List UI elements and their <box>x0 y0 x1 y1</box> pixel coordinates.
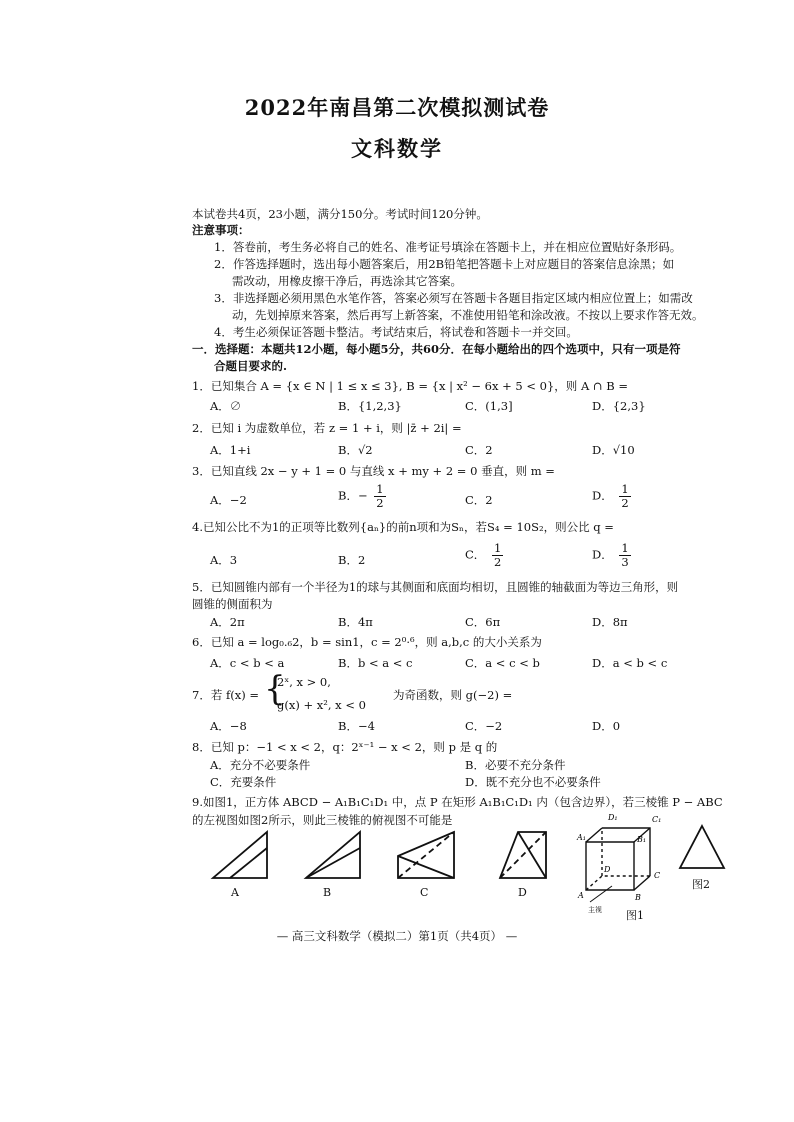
cube-label: D₁ <box>608 813 618 822</box>
fraction: $\frac{1}{2}$ <box>376 482 384 510</box>
figure-2-caption: 图2 <box>692 878 710 891</box>
question-3-stem: 3．已知直线 2x − y + 1 = 0 与直线 x + my + 2 = 0 垂直，则 m = <box>192 464 555 478</box>
question-7-stem-post: 为奇函数，则 g(−2) = <box>393 688 513 702</box>
figure-1-caption: 图1 <box>626 909 644 922</box>
notice-title: 注意事项： <box>192 223 250 237</box>
q6-option-a: A．c < b < a <box>210 656 285 670</box>
q9-figure-c-label: C <box>420 886 429 899</box>
cube-label: B₁ <box>637 835 647 844</box>
q5-option-a: A．2π <box>210 615 245 629</box>
q7-option-d: D．0 <box>592 719 621 733</box>
notice-item: 1．答卷前，考生务必将自己的姓名、准考证号填涂在答题卡上，并在相应位置贴好条形码。 <box>214 240 682 254</box>
q9-figure-c <box>392 828 462 884</box>
question-9-stem-cont: 的左视图如图2所示，则此三棱锥的俯视图不可能是 <box>192 813 453 827</box>
q5-option-c: C．6π <box>465 615 501 629</box>
q5-option-d: D．8π <box>592 615 628 629</box>
question-6-stem: 6．已知 a = log₀.₆2，b = sin1，c = 2⁰·⁶，则 a,b,c 的大小关系为 <box>192 635 542 649</box>
q9-figure-d <box>488 826 558 884</box>
fraction: $\frac{1}{2}$ <box>621 482 629 510</box>
q1-option-b: B．{1,2,3} <box>338 399 402 413</box>
q8-option-a: A．充分不必要条件 <box>210 758 311 772</box>
q3-option-a: A．−2 <box>210 493 247 507</box>
question-5-stem-cont: 圆锥的侧面积为 <box>192 597 273 611</box>
piecewise-case-2: g(x) + x², x < 0 <box>277 698 366 712</box>
q2-option-c: C．2 <box>465 443 493 457</box>
question-4-stem: 4.已知公比不为1的正项等比数列{aₙ}的前n项和为Sₙ，若S₄ = 10S₂，则公比 q = <box>192 520 614 534</box>
page-footer: — 高三文科数学（模拟二）第1页（共4页） — <box>276 929 518 943</box>
question-1-stem: 1．已知集合 A = {x ∈ N | 1 ≤ x ≤ 3}, B = {x | x² − 6x + 5 < 0}，则 A ∩ B = <box>192 379 628 393</box>
cube-label: A₁ <box>577 833 586 842</box>
question-7-stem-pre: 7．若 f(x) = <box>192 688 259 702</box>
q4-option-d <box>592 542 631 569</box>
q5-option-b: B．4π <box>338 615 373 629</box>
q7-option-a: A．−8 <box>210 719 247 733</box>
option-letter: C． <box>465 547 486 562</box>
q3-option-c: C．2 <box>465 493 493 507</box>
q9-figure-b-label: B <box>323 886 332 899</box>
section-heading-cont: 合题目要求的. <box>214 359 288 373</box>
cube-label: B <box>635 893 641 902</box>
q2-option-d: D．√10 <box>592 443 635 457</box>
q8-option-c: C．充要条件 <box>210 775 277 789</box>
question-8-stem: 8．已知 p：−1 < x < 2，q：2ˣ⁻¹ − x < 2，则 p 是 q 的 <box>192 740 498 754</box>
exam-info-line: 本试卷共4页，23小题，满分150分。考试时间120分钟。 <box>192 207 488 221</box>
option-letter: B．− <box>338 488 368 503</box>
notice-item: 动，先划掉原来答案，然后再写上新答案，不准使用铅笔和涂改液。不按以上要求作答无效。 <box>232 308 704 322</box>
question-9-stem: 9.如图1，正方体 ABCD − A₁B₁C₁D₁ 中，点 P 在矩形 A₁B₁C₁D₁ 内（包含边界），若三棱锥 P − ABC <box>192 795 723 809</box>
q9-figure-a-label: A <box>231 886 239 899</box>
question-5-stem: 5．已知圆锥内部有一个半径为1的球与其侧面和底面均相切，且圆锥的轴截面为等边三角形，则 <box>192 580 679 594</box>
q2-option-b: B．√2 <box>338 443 373 457</box>
notice-item: 4．考生必须保证答题卡整洁。考试结束后，将试卷和答题卡一并交回。 <box>214 325 578 339</box>
fraction: $\frac{1}{3}$ <box>621 541 629 569</box>
option-letter: D． <box>592 547 613 562</box>
q8-option-d: D．既不充分也不必要条件 <box>465 775 601 789</box>
q2-option-a: A．1+i <box>210 443 251 457</box>
exam-subtitle: 文科数学 <box>351 136 443 161</box>
q1-option-c: C．(1,3] <box>465 399 513 413</box>
exam-title: 2022年南昌第二次模拟测试卷 <box>244 95 550 120</box>
q6-option-b: B．b < a < c <box>338 656 413 670</box>
notice-item: 3．非选择题必须用黑色水笔作答，答案必须写在答题卡各题目指定区域内相应位置上；如需改 <box>214 291 693 305</box>
figure-1-cube <box>576 812 676 922</box>
q1-option-a: A．∅ <box>210 399 242 413</box>
q9-figure-b <box>298 828 368 884</box>
q7-option-b: B．−4 <box>338 719 375 733</box>
q4-option-c <box>465 542 503 569</box>
q7-option-c: C．−2 <box>465 719 503 733</box>
piecewise-brace: { <box>264 669 286 709</box>
notice-item: 需改动，用橡皮擦干净后，再选涂其它答案。 <box>232 274 462 288</box>
cube-label: C₁ <box>652 815 662 824</box>
piecewise-case-1: 2ˣ, x > 0, <box>277 675 331 689</box>
q1-option-d: D．{2,3} <box>592 399 646 413</box>
q6-option-d: D．a < b < c <box>592 656 668 670</box>
q3-option-b <box>338 483 386 510</box>
notice-item: 2．作答选择题时，选出每小题答案后，用2B铅笔把答题卡上对应题目的答案信息涂黑；如 <box>214 257 675 271</box>
cube-label: D <box>604 865 611 874</box>
q9-figure-d-label: D <box>518 886 527 899</box>
question-2-stem: 2．已知 i 为虚数单位，若 z = 1 + i，则 |z̄ + 2i| = <box>192 421 462 435</box>
cube-label: C <box>654 871 661 880</box>
cube-label: A <box>578 891 584 900</box>
q9-figure-a <box>205 828 275 884</box>
q4-option-b: B．2 <box>338 553 366 567</box>
figure-2-triangle <box>676 822 728 874</box>
option-letter: D． <box>592 488 613 503</box>
main-view-label: 主视 <box>588 906 602 914</box>
fraction: $\frac{1}{2}$ <box>493 541 502 569</box>
section-heading: 一．选择题：本题共12小题，每小题5分，共60分．在每小题给出的四个选项中，只有一项是符 <box>192 342 681 356</box>
q6-option-c: C．a < c < b <box>465 656 540 670</box>
q3-option-d <box>592 483 631 510</box>
q8-option-b: B．必要不充分条件 <box>465 758 566 772</box>
q4-option-a: A．3 <box>210 553 238 567</box>
